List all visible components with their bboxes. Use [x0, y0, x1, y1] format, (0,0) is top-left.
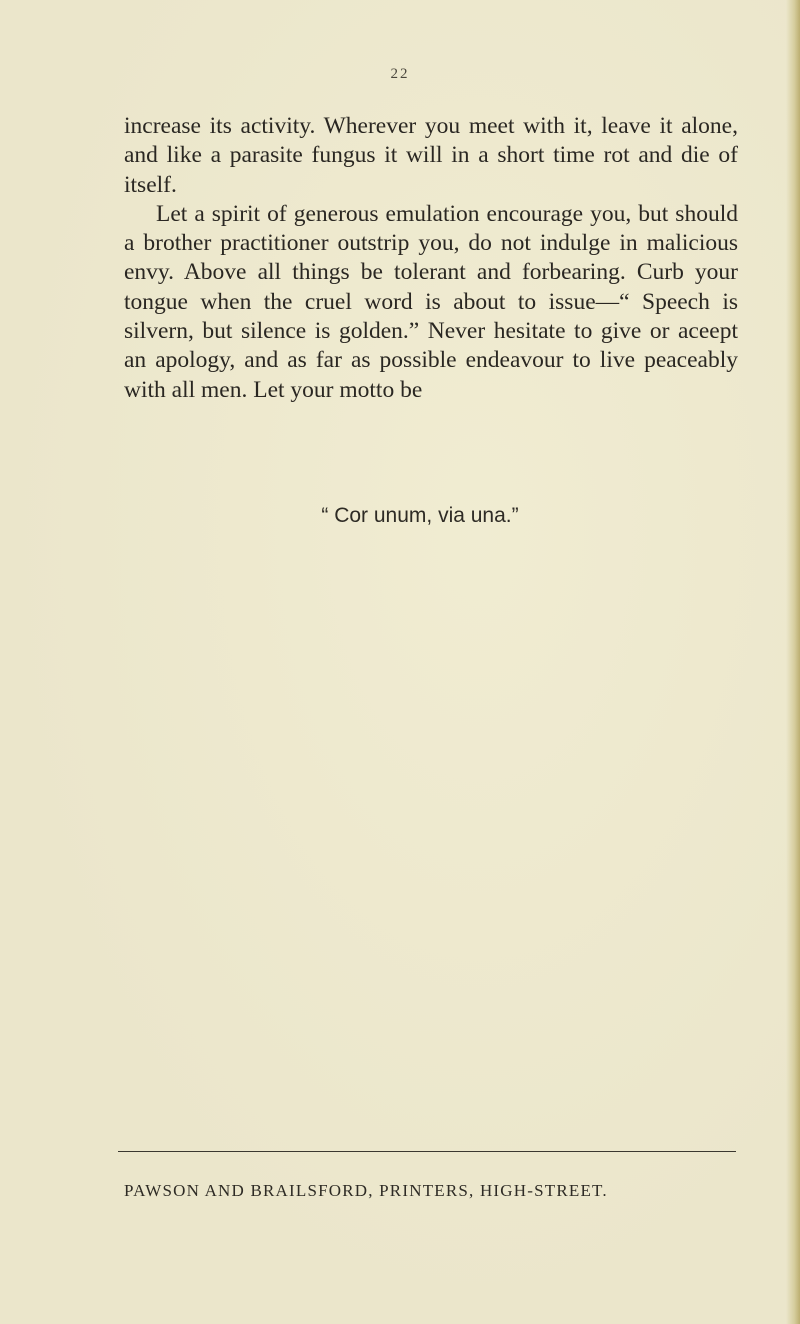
page-number: 22: [390, 66, 410, 82]
footer-rule: [118, 1151, 736, 1152]
printer-imprint: PAWSON AND BRAILSFORD, PRINTERS, HIGH-STREET.: [124, 1181, 608, 1200]
paragraph-emulation: Let a spirit of generous emulation encourage you, but should a brother practitioner outstrip you, do not indulge in malicious envy. Above all things be tolerant and forbearing. Curb your tongue when the cruel word is about to issue—“ Speech is silvern, but silence is golden.” Never hesitate to give or aceept an apology, and as far as possible endeavour to live peaceably with all men. Let your motto be: [124, 200, 738, 403]
body-text: [124, 112, 738, 405]
page-edge-shadow: [786, 0, 800, 1324]
motto-quote: “ Cor unum, via una.”: [321, 504, 519, 527]
paragraph-continuation: increase its activity. Wherever you meet with it, leave it alone, and like a parasite fungus it will in a short time rot and die of itself.: [124, 113, 738, 198]
